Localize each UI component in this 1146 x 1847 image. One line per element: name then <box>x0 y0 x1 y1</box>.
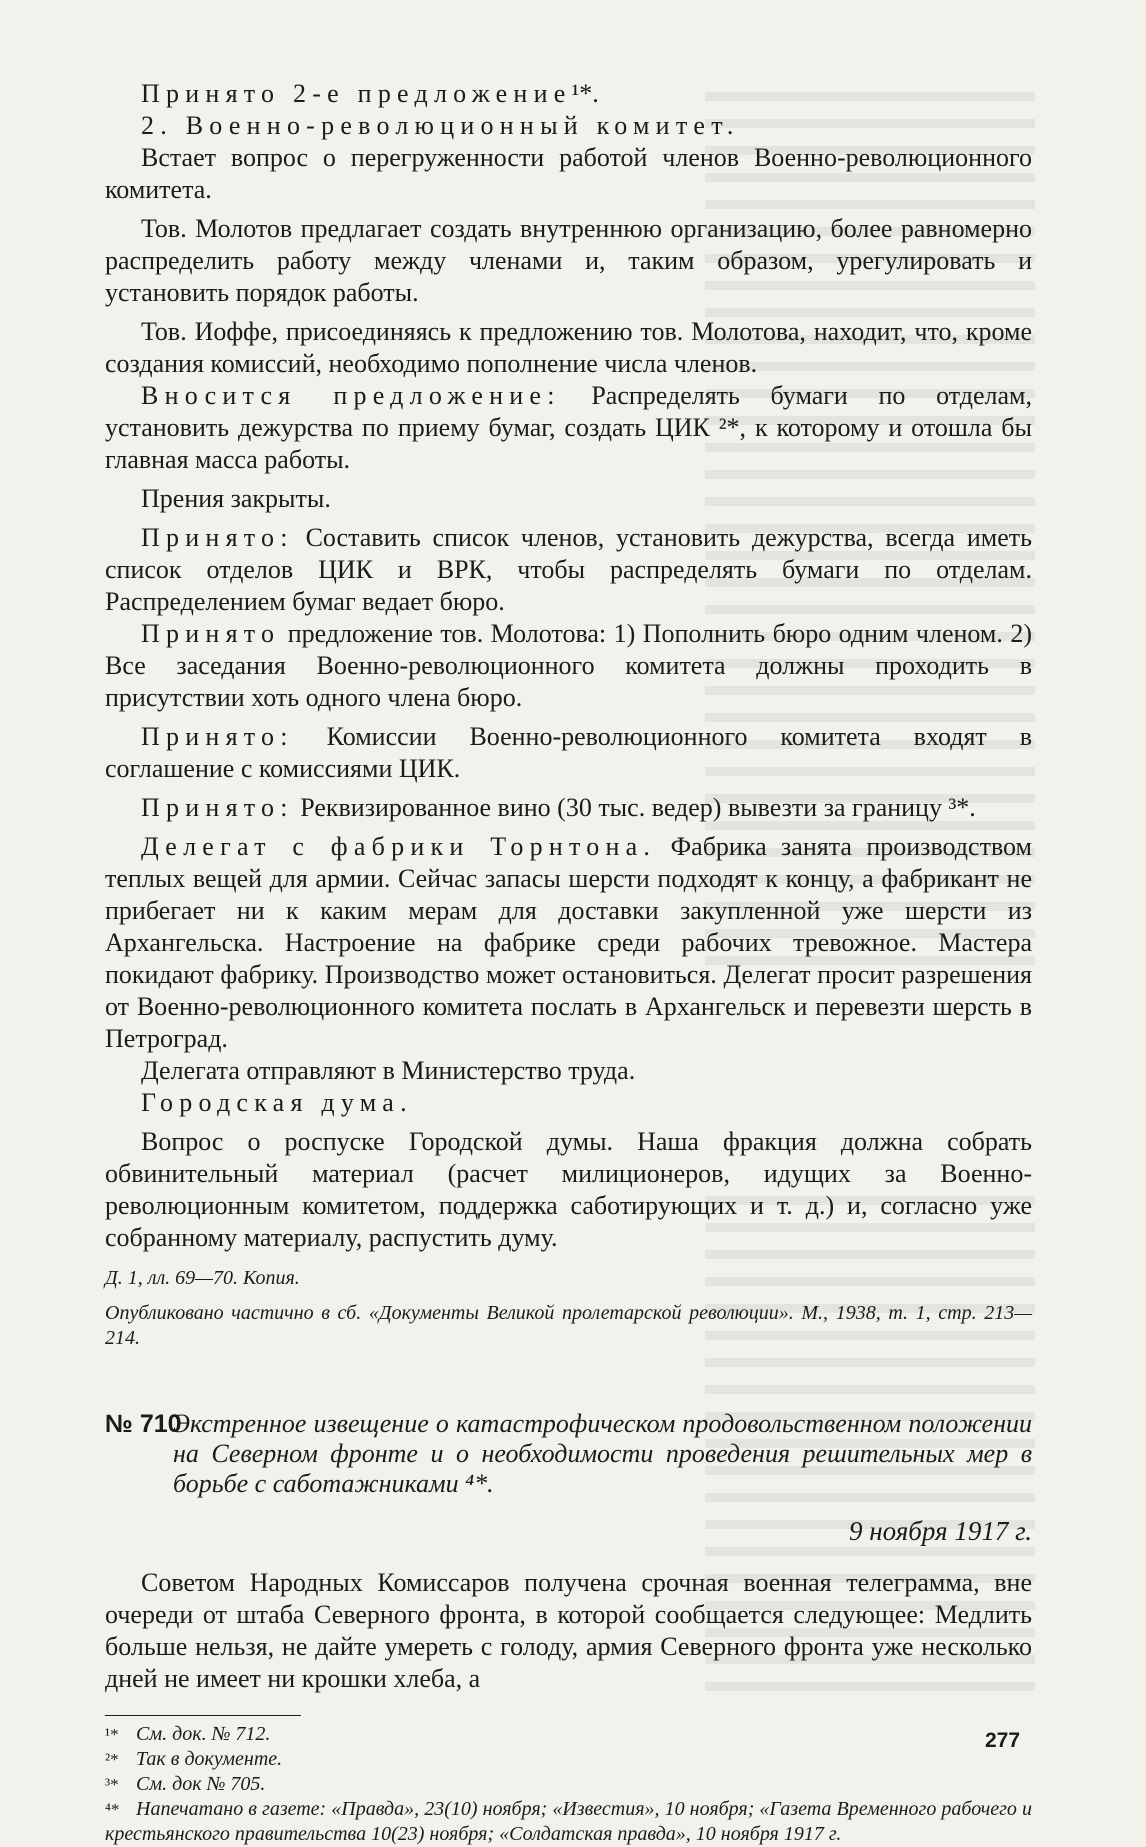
paragraph <box>105 316 1032 380</box>
paragraph-text: Тов. Молотов предлагает создать внутреннюю организацию, более равномерно распределить работу между членами и, таким образом, урегулировать и установить порядок работы. <box>105 214 1032 307</box>
paragraph <box>105 78 1032 110</box>
footnote <box>105 1797 1032 1847</box>
paragraph <box>105 142 1032 206</box>
paragraph-text: Встает вопрос о перегруженности работой членов Военно-революционного комитета. <box>105 143 1032 204</box>
spaced-emphasis: Вносится предложение: <box>141 381 561 410</box>
document-date: 9 ноября 1917 г. <box>848 1516 1032 1546</box>
footnote-mark: ²* <box>105 1750 119 1769</box>
spaced-emphasis: Принято: <box>141 722 294 751</box>
paragraph <box>105 792 1032 824</box>
footnote-mark: ¹* <box>105 1725 119 1744</box>
spaced-emphasis: Принято: <box>141 793 294 822</box>
paragraph <box>105 522 1032 618</box>
footnote <box>105 1772 1032 1797</box>
paragraph <box>105 110 1032 142</box>
document-header <box>105 1409 1032 1499</box>
paragraph-text: ¹*. <box>571 79 599 108</box>
paragraph <box>105 618 1032 714</box>
paragraph-text: Делегата отправляют в Министерство труда. <box>141 1056 636 1085</box>
archive-reference: Д. 1, лл. 69—70. Копия. <box>105 1267 300 1289</box>
footnote-mark: ⁴* <box>105 1800 120 1819</box>
page-number: 277 <box>985 1729 1021 1752</box>
footnote-text: См. док. № 712. <box>136 1723 271 1745</box>
paragraph <box>105 213 1032 309</box>
paragraph-text: Распределять бумаги по отделам, установить дежурства по приему бумаг, создать ЦИК ²*, к которому и отошла бы главная масса работы. <box>105 381 1032 474</box>
publication-note: Опубликовано частично в сб. «Документы Великой пролетарской революции». М., 1938, т. 1, стр. 213—214. <box>105 1302 1032 1349</box>
paragraph <box>105 1055 1032 1087</box>
footnote <box>105 1747 1032 1772</box>
paragraph-text: Фабрика занята производством теплых вещей для армии. Сейчас запасы шерсти подходят к концу, а фабрикант не прибегает ни к каким мерам для доставки закупленной уже шерсти из Архангельска. Настроение на фабрике среди рабочих тревожное. Мастера покидают фабрику. Производство может остановиться. Делегат просит разрешения от Военно-революционного комитета послать в Архангельск и перевезти шерсть в Петроград. <box>105 832 1032 1053</box>
paragraph-text: Вопрос о роспуске Городской думы. Наша фракция должна собрать обвинительный материал (расчет милиционеров, идущих за Военно-революционным комитетом, поддержка саботирующих и т. д.) и, согласно уже собранному материалу, распустить думу. <box>105 1127 1032 1252</box>
page-content <box>105 78 1032 1847</box>
document-title: Экстренное извещение о катастрофическом продовольственном положении на Северном фронте и о необходимости проведения решительных мер в борьбе с саботажниками ⁴*. <box>173 1409 1032 1498</box>
spaced-emphasis: Делегат с фабрики Торнтона. <box>141 832 657 861</box>
paragraph <box>105 380 1032 476</box>
document-number: № 710 <box>105 1410 182 1438</box>
paragraph <box>105 483 1032 515</box>
paragraph <box>105 831 1032 1055</box>
spaced-emphasis: Принято: <box>141 523 294 552</box>
document-body: Советом Народных Комиссаров получена срочная военная телеграмма, вне очереди от штаба Северного фронта, в которой сообщается следующее: Медлить больше нельзя, не дайте умереть с голоду, армия Северного фронта уже несколько дней не имеет ни крошки хлеба, а <box>105 1568 1032 1693</box>
footnote-mark: ³* <box>105 1775 119 1794</box>
footnote-text: Напечатано в газете: «Правда», 23(10) ноября; «Известия», 10 ноября; «Газета Временного рабочего и крестьянского правительства 10(23) ноября; «Солдатская правда», 10 ноября 1917 г. <box>105 1798 1032 1845</box>
paragraph-text: Тов. Иоффе, присоединяясь к предложению тов. Молотова, находит, что, кроме создания комиссий, необходимо пополнение числа членов. <box>105 317 1032 378</box>
paragraph-text: Реквизированное вино (30 тыс. ведер) вывезти за границу ³*. <box>293 793 976 822</box>
spaced-emphasis: Принято <box>141 619 281 648</box>
section-heading: Городская дума. <box>141 1088 413 1117</box>
paragraph <box>105 721 1032 785</box>
minutes-continuation <box>105 78 1032 1254</box>
section-heading: 2. Военно-революционный комитет. <box>141 111 740 140</box>
footnote-text: Так в документе. <box>136 1748 283 1770</box>
footnote-text: См. док № 705. <box>136 1773 266 1795</box>
footnote <box>105 1722 1032 1747</box>
paragraph <box>105 1126 1032 1254</box>
paragraph-text: Комиссии Военно-революционного комитета входят в соглашение с комиссиями ЦИК. <box>105 722 1032 783</box>
footnotes <box>105 1722 1032 1847</box>
spaced-emphasis: Принято 2-е предложение <box>141 79 572 108</box>
paragraph-text: Прения закрыты. <box>141 484 331 513</box>
paragraph <box>105 1087 1032 1119</box>
paragraph-text: Составить список членов, установить дежурства, всегда иметь список отделов ЦИК и ВРК, чтобы распределять бумаги по отделам. Распределением бумаг ведает бюро. <box>105 523 1032 616</box>
footnote-divider <box>105 1715 301 1716</box>
paragraph-text: предложение тов. Молотова: 1) Пополнить бюро одним членом. 2) Все заседания Военно-революционного комитета должны проходить в присутствии хоть одного члена бюро. <box>105 619 1032 712</box>
